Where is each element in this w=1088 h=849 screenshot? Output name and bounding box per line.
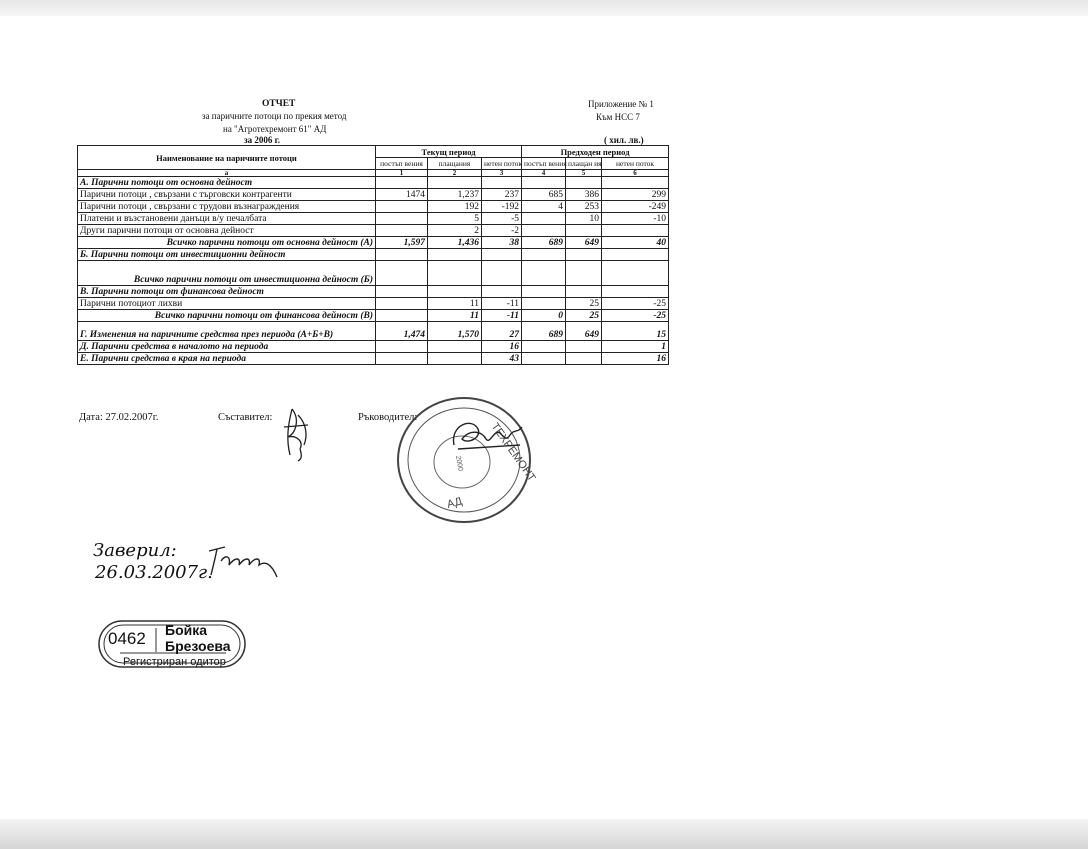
value-cell: 40 — [602, 237, 669, 249]
table-row — [78, 237, 669, 249]
value-cell: 15 — [602, 322, 669, 341]
value-cell — [566, 177, 602, 189]
row-name: Парични потоциот лихви — [78, 298, 376, 310]
index-cell: 5 — [566, 170, 602, 177]
auditor-last-name: Брезоева — [165, 638, 231, 654]
value-cell — [566, 341, 602, 353]
row-name: Е. Парични средства в края на периода — [78, 353, 376, 365]
value-cell: 1474 — [376, 189, 428, 201]
value-cell — [602, 286, 669, 298]
sub-header-cell: плащан ия — [566, 158, 602, 170]
table-row — [78, 286, 669, 298]
value-cell: 16 — [602, 353, 669, 365]
scan-bottom-edge — [0, 819, 1088, 849]
value-cell: 253 — [566, 201, 602, 213]
value-cell — [482, 286, 522, 298]
value-cell — [376, 261, 428, 286]
previous-period-header: Предходен период — [522, 146, 669, 158]
value-cell: 1,597 — [376, 237, 428, 249]
value-cell: -25 — [602, 310, 669, 322]
table-row — [78, 189, 669, 201]
value-cell: 689 — [522, 322, 566, 341]
value-cell — [602, 261, 669, 286]
value-cell — [566, 353, 602, 365]
value-cell: 1,436 — [428, 237, 482, 249]
value-cell: 27 — [482, 322, 522, 341]
row-name: А. Парични потоци от основна дейност — [78, 177, 376, 189]
value-cell — [376, 213, 428, 225]
svg-text:АД: АД — [445, 495, 464, 511]
value-cell: -10 — [602, 213, 669, 225]
compiler-label: Съставител: — [218, 412, 273, 423]
value-cell — [602, 225, 669, 237]
row-name: Г. Изменения на паричните средства през периода (А+Б+В) — [78, 322, 376, 341]
row-name: Всичко парични потоци от инвестиционна дейност (Б) — [78, 261, 376, 286]
index-cell: 4 — [522, 170, 566, 177]
sub-header-cell: постъп вения — [522, 158, 566, 170]
value-cell: 5 — [428, 213, 482, 225]
table-row — [78, 201, 669, 213]
value-cell — [428, 341, 482, 353]
value-cell: -192 — [482, 201, 522, 213]
auditor-number: 0462 — [108, 629, 146, 648]
table-row — [78, 261, 669, 286]
name-column-header: Наименование на паричните потоци — [78, 146, 376, 170]
value-cell: 2 — [428, 225, 482, 237]
table-row — [78, 341, 669, 353]
value-cell: -249 — [602, 201, 669, 213]
table-row — [78, 298, 669, 310]
appendix-label: Приложение № 1 — [588, 99, 654, 109]
value-cell — [428, 177, 482, 189]
value-cell: 237 — [482, 189, 522, 201]
value-cell: 4 — [522, 201, 566, 213]
table-row — [78, 225, 669, 237]
value-cell: 689 — [522, 237, 566, 249]
index-row — [78, 170, 669, 177]
value-cell: 16 — [482, 341, 522, 353]
scan-top-edge — [0, 0, 1088, 16]
value-cell — [428, 286, 482, 298]
row-name: В. Парични потоци от финансова дейност — [78, 286, 376, 298]
value-cell — [522, 341, 566, 353]
table-row — [78, 249, 669, 261]
sub-header-cell: нетен поток — [602, 158, 669, 170]
value-cell: 25 — [566, 310, 602, 322]
value-cell: 386 — [566, 189, 602, 201]
index-cell: 1 — [376, 170, 428, 177]
value-cell: -25 — [602, 298, 669, 310]
auditor-signature — [205, 543, 283, 583]
table-row — [78, 322, 669, 341]
report-subtitle-year: за 2006 г. — [244, 135, 280, 145]
row-name: Платени и възстановени данъци в/у печалбата — [78, 213, 376, 225]
value-cell: 649 — [566, 237, 602, 249]
value-cell: 11 — [428, 310, 482, 322]
row-name: Парични потоци , свързани с търговски контрагенти — [78, 189, 376, 201]
cash-flow-table — [77, 145, 669, 365]
value-cell — [566, 249, 602, 261]
value-cell: 1,237 — [428, 189, 482, 201]
value-cell: 685 — [522, 189, 566, 201]
units-label: ( хил. лв.) — [604, 135, 644, 145]
value-cell: -5 — [482, 213, 522, 225]
value-cell — [522, 286, 566, 298]
value-cell — [376, 249, 428, 261]
value-cell: 192 — [428, 201, 482, 213]
value-cell — [522, 261, 566, 286]
certification-date: 26.03.2007г. — [95, 562, 213, 583]
value-cell — [522, 213, 566, 225]
row-name: Парични потоци , свързани с трудови възнаграждения — [78, 201, 376, 213]
auditor-role: Регистриран одитор — [123, 656, 226, 668]
value-cell: 25 — [566, 298, 602, 310]
index-cell: а — [78, 170, 376, 177]
report-date: Дата: 27.02.2007г. — [79, 412, 159, 423]
certification-line1: Заверил: — [93, 540, 177, 561]
compiler-signature — [278, 405, 318, 463]
value-cell — [376, 310, 428, 322]
value-cell: 0 — [522, 310, 566, 322]
row-name: Д. Парични средства в началото на периода — [78, 341, 376, 353]
auditor-first-name: Бойка — [165, 622, 208, 638]
value-cell — [566, 286, 602, 298]
value-cell — [376, 298, 428, 310]
table-row — [78, 353, 669, 365]
report-subtitle-method: за паричните потоци по прекия метод — [202, 111, 347, 121]
value-cell — [566, 261, 602, 286]
value-cell: 1,570 — [428, 322, 482, 341]
value-cell: 1 — [602, 341, 669, 353]
value-cell — [482, 261, 522, 286]
value-cell: 1,474 — [376, 322, 428, 341]
row-name: Други парични потоци от основна дейност — [78, 225, 376, 237]
table-row — [78, 213, 669, 225]
value-cell — [522, 177, 566, 189]
index-cell: 2 — [428, 170, 482, 177]
value-cell: 649 — [566, 322, 602, 341]
report-title: ОТЧЕТ — [262, 99, 296, 109]
value-cell — [482, 177, 522, 189]
value-cell — [522, 225, 566, 237]
sub-header-cell: плащания — [428, 158, 482, 170]
table-body — [78, 170, 669, 365]
standard-label: Към НСС 7 — [596, 112, 640, 122]
value-cell — [428, 249, 482, 261]
manager-label: Ръководител: — [358, 412, 418, 423]
certification-note — [93, 540, 213, 584]
report-subtitle-company: на "Агротехремонт 61" АД — [223, 124, 327, 134]
value-cell — [376, 353, 428, 365]
value-cell — [522, 249, 566, 261]
value-cell — [566, 225, 602, 237]
current-period-header: Текущ период — [376, 146, 522, 158]
value-cell: 38 — [482, 237, 522, 249]
value-cell — [428, 261, 482, 286]
value-cell: 11 — [428, 298, 482, 310]
value-cell — [376, 201, 428, 213]
sub-header-cell: нетен поток — [482, 158, 522, 170]
value-cell — [376, 177, 428, 189]
row-name: Всичко парични потоци от основна дейност (А) — [78, 237, 376, 249]
value-cell — [376, 225, 428, 237]
value-cell — [376, 341, 428, 353]
value-cell — [602, 249, 669, 261]
value-cell — [522, 353, 566, 365]
value-cell — [428, 353, 482, 365]
table-row — [78, 177, 669, 189]
row-name: Б. Парични потоци от инвестиционни дейност — [78, 249, 376, 261]
value-cell: -2 — [482, 225, 522, 237]
index-cell: 6 — [602, 170, 669, 177]
svg-text:ТЕХРЕМОНТ: ТЕХРЕМОНТ — [488, 420, 538, 484]
row-name: Всичко парични потоци от финансова дейност (В) — [78, 310, 376, 322]
index-cell: 3 — [482, 170, 522, 177]
value-cell — [602, 177, 669, 189]
value-cell: 43 — [482, 353, 522, 365]
value-cell: -11 — [482, 298, 522, 310]
table-row — [78, 310, 669, 322]
value-cell: 299 — [602, 189, 669, 201]
svg-text:2000: 2000 — [454, 455, 464, 472]
sub-header-cell: постъп вения — [376, 158, 428, 170]
value-cell: 10 — [566, 213, 602, 225]
value-cell — [482, 249, 522, 261]
manager-signature — [448, 415, 528, 455]
value-cell — [522, 298, 566, 310]
value-cell — [376, 286, 428, 298]
value-cell: -11 — [482, 310, 522, 322]
